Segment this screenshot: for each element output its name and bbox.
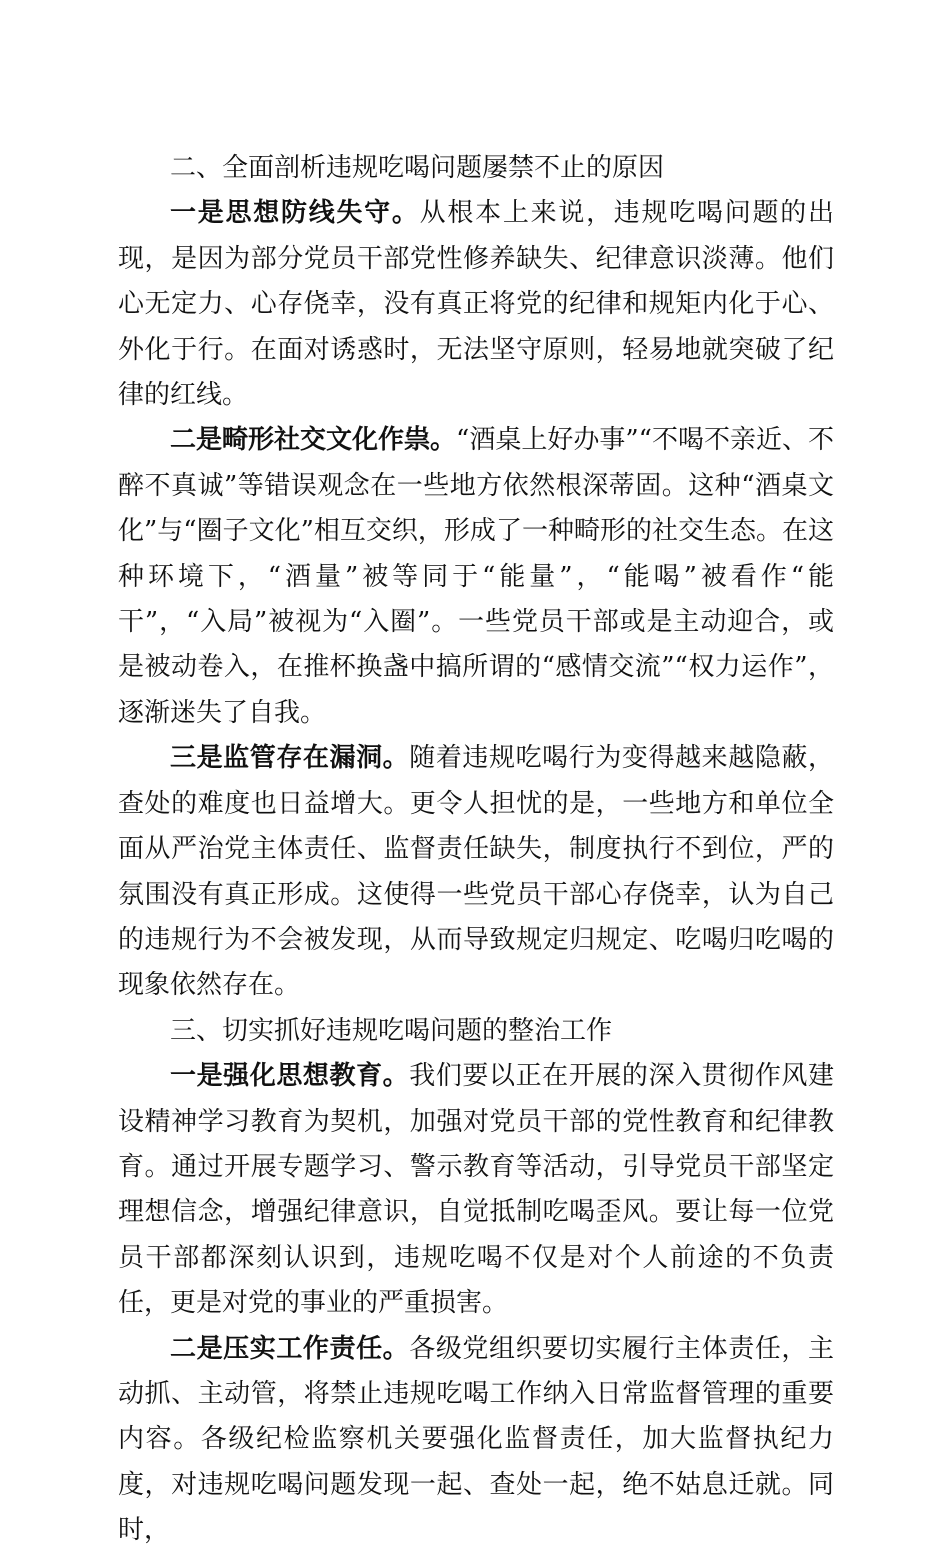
- paragraph-lead: 一是思想防线失守。: [170, 198, 420, 229]
- paragraph-supervision-gaps: [118, 736, 834, 1008]
- paragraph-lead: 三是监管存在漏洞。: [170, 743, 410, 774]
- paragraph-responsibility: [118, 1327, 834, 1554]
- paragraph-body: 从根本上来说，违规吃喝问题的出现，是因为部分党员干部党性修养缺失、纪律意识淡薄。他们心无定力、心存侥幸，没有真正将党的纪律和规矩内化于心、外化于行。在面对诱惑时，无法坚守原则，轻易地就突破了纪律的红线。: [118, 198, 834, 411]
- paragraph-body: “酒桌上好办事”“不喝不亲近、不醉不真诚”等错误观念在一些地方依然根深蒂固。这种“酒桌文化”与“圈子文化”相互交织，形成了一种畸形的社交生态。在这种环境下，“酒量”被等同于“能量”，“能喝”被看作“能干”，“入局”被视为“入圈”。一些党员干部或是主动迎合，或是被动卷入，在推杯换盏中搞所谓的“感情交流”“权力运作”，逐渐迷失了自我。: [118, 425, 834, 728]
- paragraph-lead: 一是强化思想教育。: [170, 1061, 410, 1092]
- paragraph-lead: 二是畸形社交文化作祟。: [170, 425, 457, 456]
- document-page: [118, 146, 834, 1554]
- paragraph-body: 随着违规吃喝行为变得越来越隐蔽，查处的难度也日益增大。更令人担忧的是，一些地方和单位全面从严治党主体责任、监督责任缺失，制度执行不到位，严的氛围没有真正形成。这使得一些党员干部心存侥幸，认为自己的违规行为不会被发现，从而导致规定归规定、吃喝归吃喝的现象依然存在。: [118, 743, 834, 1001]
- paragraph-ideological-education: [118, 1054, 834, 1326]
- paragraph-ideological-defense: [118, 191, 834, 418]
- paragraph-body: 各级党组织要切实履行主体责任，主动抓、主动管，将禁止违规吃喝工作纳入日常监督管理的重要内容。各级纪检监察机关要强化监督责任，加大监督执纪力度，对违规吃喝问题发现一起、查处一起，绝不姑息迁就。同时，: [118, 1333, 834, 1546]
- section-heading-rectification: 三、切实抓好违规吃喝问题的整治工作: [170, 1015, 613, 1046]
- paragraph-social-culture: [118, 418, 834, 736]
- paragraph-lead: 二是压实工作责任。: [170, 1333, 410, 1364]
- section-heading-causes: 二、全面剖析违规吃喝问题屡禁不止的原因: [170, 153, 665, 183]
- paragraph-body: 我们要以正在开展的深入贯彻作风建设精神学习教育为契机，加强对党员干部的党性教育和纪律教育。通过开展专题学习、警示教育等活动，引导党员干部坚定理想信念，增强纪律意识，自觉抵制吃喝歪风。要让每一位党员干部都深刻认识到，违规吃喝不仅是对个人前途的不负责任，更是对党的事业的严重损害。: [118, 1061, 834, 1319]
